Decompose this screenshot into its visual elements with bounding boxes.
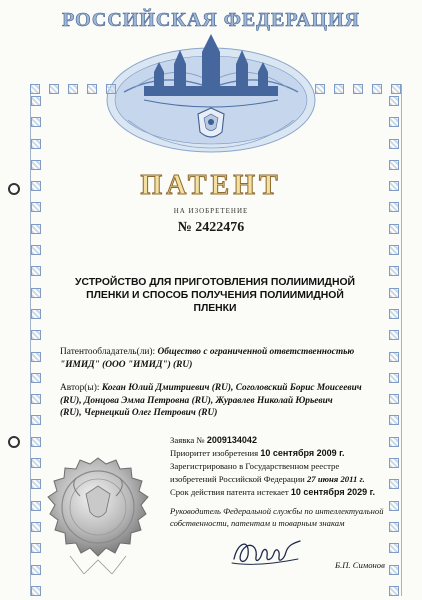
priority-date: 10 сентября 2009 г. [260, 448, 345, 458]
holder-value-line-1: Общество с ограниченной ответственностью [157, 347, 355, 357]
validity-label: Срок действия патента истекает [170, 487, 289, 497]
registration-details [170, 434, 400, 499]
invention-title [55, 276, 375, 315]
registered-line-2-label: изобретений Российской Федерации [170, 474, 305, 484]
authors [60, 382, 385, 420]
binder-hole-bottom [8, 436, 20, 448]
country-heading: РОССИЙСКАЯ ФЕДЕРАЦИЯ [61, 9, 360, 31]
holder-label: Патентообладатель(ли): [60, 347, 156, 357]
signer-name: Б.П. Симонов [335, 560, 385, 570]
head-of-service-line-2: собственности, патентам и товарным знакам [170, 517, 345, 528]
invention-title-line-3: ПЛЕНКИ [193, 303, 237, 314]
frame-top-ornament [30, 84, 401, 96]
authors-line-3: (RU), Чернецкий Олег Петрович (RU) [60, 408, 218, 418]
handwritten-signature [228, 533, 308, 569]
patent-number: № 2422476 [177, 220, 245, 235]
authors-line-2: (RU), Донцова Эмма Петровна (RU), Журавлев Николай Юрьевич [60, 395, 333, 406]
priority-label: Приоритет изобретения [170, 448, 259, 458]
authors-line-1: Коган Юлий Дмитриевич (RU), Соголовский Борис Моисеевич [101, 383, 362, 393]
patent-heading: ПАТЕНТ [140, 170, 282, 201]
registered-date: 27 июня 2011 г. [306, 474, 365, 484]
application-label: Заявка № [170, 435, 205, 445]
holder-value-line-2: "ИМИД" (ООО "ИМИД") (RU) [60, 359, 193, 370]
invention-title-line-2: ПЛЕНКИ И СПОСОБ ПОЛУЧЕНИЯ ПОЛИИМИДНОЙ [86, 290, 344, 301]
head-of-service-line-1: Руководитель Федеральной службы по интеллектуальной [170, 506, 384, 516]
invention-title-line-1: УСТРОЙСТВО ДЛЯ ПРИГОТОВЛЕНИЯ ПОЛИИМИДНОЙ [74, 277, 356, 288]
validity-date: 10 сентября 2029 г. [290, 487, 375, 497]
head-of-service [170, 506, 400, 529]
patent-type-label: НА ИЗОБРЕТЕНИЕ [173, 207, 249, 215]
registered-line-1: Зарегистрировано в Государственном реестре [170, 461, 340, 471]
authors-label: Автор(ы): [60, 383, 100, 393]
application-number: 2009134042 [206, 435, 257, 445]
embossed-seal [40, 456, 156, 574]
patent-holder [60, 346, 380, 371]
